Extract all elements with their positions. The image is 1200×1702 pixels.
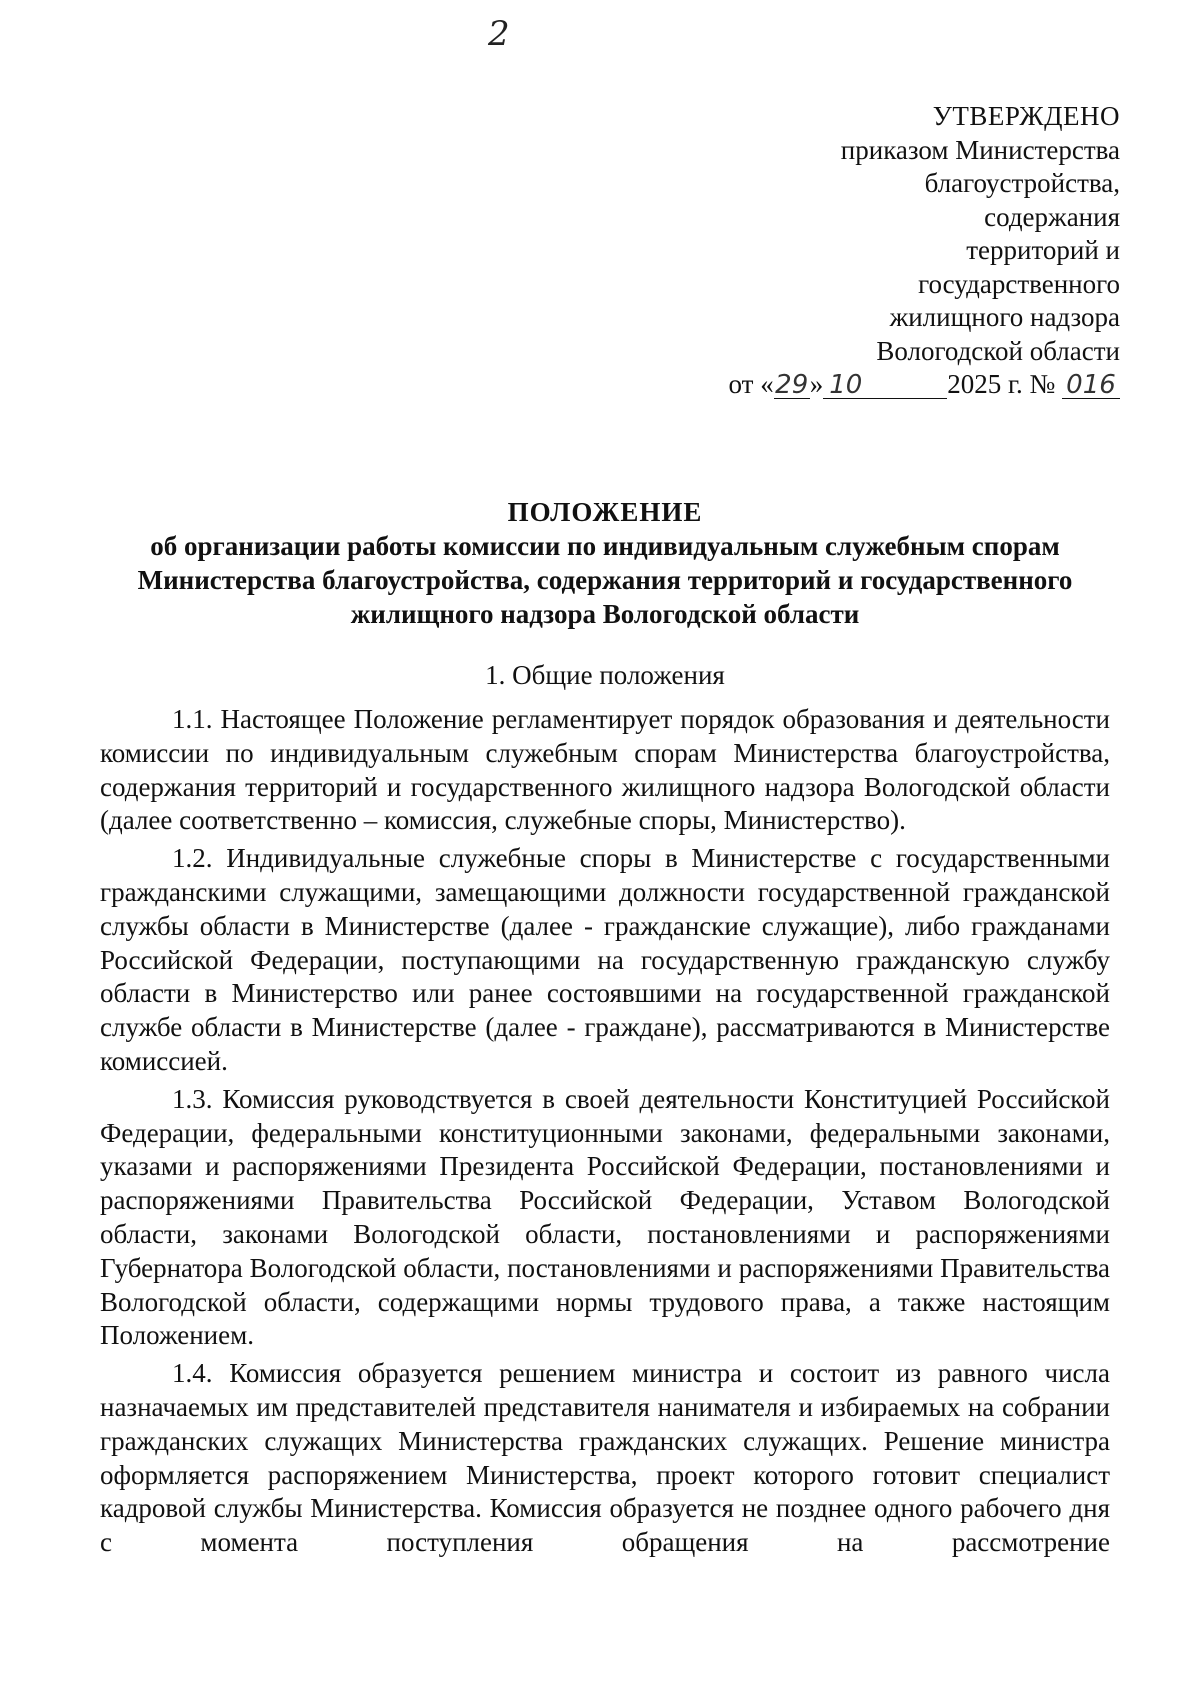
title-main: ПОЛОЖЕНИЕ [507, 497, 703, 527]
date-month: 10 [823, 372, 947, 399]
paragraph-1-4: 1.4. Комиссия образуется решением министра и состоит из равного числа назначаемых им представителей представителя нанимателя и избираемых на собрании гражданских служащих Министерства гражданских служащих. Решение министра оформляется распоряжением Министерства, проект которого готовит специалист кадровой службы Министерства. Комиссия образуется не позднее одного рабочего дня с момента поступления обращения на рассмотрение [100, 1358, 1110, 1558]
body-text [100, 703, 1110, 1564]
date-day: 29 [775, 370, 809, 400]
approval-date-line [729, 368, 1121, 402]
approval-block [729, 100, 1121, 402]
paragraph-1-2: 1.2. Индивидуальные служебные споры в Министерстве с государственными гражданскими служащими, замещающими должности государственной гражданской службы области в Министерстве (далее - гражданские служащие), либо гражданами Российской Федерации, поступающими на государственную гражданскую службу области в Министерство или ранее состоявшими на государственной гражданской службе области в Министерстве (далее - граждане), рассматриваются в Министерстве комиссией. [100, 843, 1110, 1076]
paragraph-1-3: 1.3. Комиссия руководствуется в своей деятельности Конституцией Российской Федерации, федеральными конституционными законами, федеральными законами, указами и распоряжениями Президента Российской Федерации, постановлениями и распоряжениями Правительства Российской Федерации, Уставом Вологодской области, законами Вологодской области, постановлениями и распоряжениями Губернатора Вологодской области, постановлениями и распоряжениями Правительства Вологодской области, содержащими нормы трудового права, а также настоящим Положением. [100, 1083, 1110, 1351]
order-number: 016 [1062, 372, 1120, 399]
title-line: жилищного надзора Вологодской области [350, 599, 860, 629]
approval-line: территорий и [966, 235, 1120, 265]
approval-line: благоустройства, [924, 168, 1120, 198]
approval-line: приказом Министерства [840, 134, 1120, 165]
document-title [100, 495, 1110, 631]
approval-line: государственного [918, 268, 1120, 299]
date-quote-close: » [809, 369, 824, 399]
date-year: 2025 г. № [947, 369, 1056, 399]
date-prefix: от « [728, 369, 774, 399]
approval-line: содержания [984, 201, 1120, 232]
title-line: об организации работы комиссии по индивидуальным служебным спорам [150, 531, 1060, 561]
page-number: 2 [488, 14, 510, 54]
paragraph-1-1: 1.1. Настоящее Положение регламентирует порядок образования и деятельности комиссии по индивидуальным служебным спорам Министерства благоустройства, содержания территорий и государственного жилищного надзора Вологодской области (далее соответственно – комиссия, служебные споры, Министерство). [100, 704, 1110, 836]
approval-heading: УТВЕРЖДЕНО [932, 101, 1120, 131]
title-line: Министерства благоустройства, содержания территорий и государственного [137, 565, 1073, 595]
section-heading: 1. Общие положения [485, 660, 725, 690]
approval-line: Вологодской области [876, 335, 1120, 366]
approval-line: жилищного надзора [889, 302, 1120, 332]
